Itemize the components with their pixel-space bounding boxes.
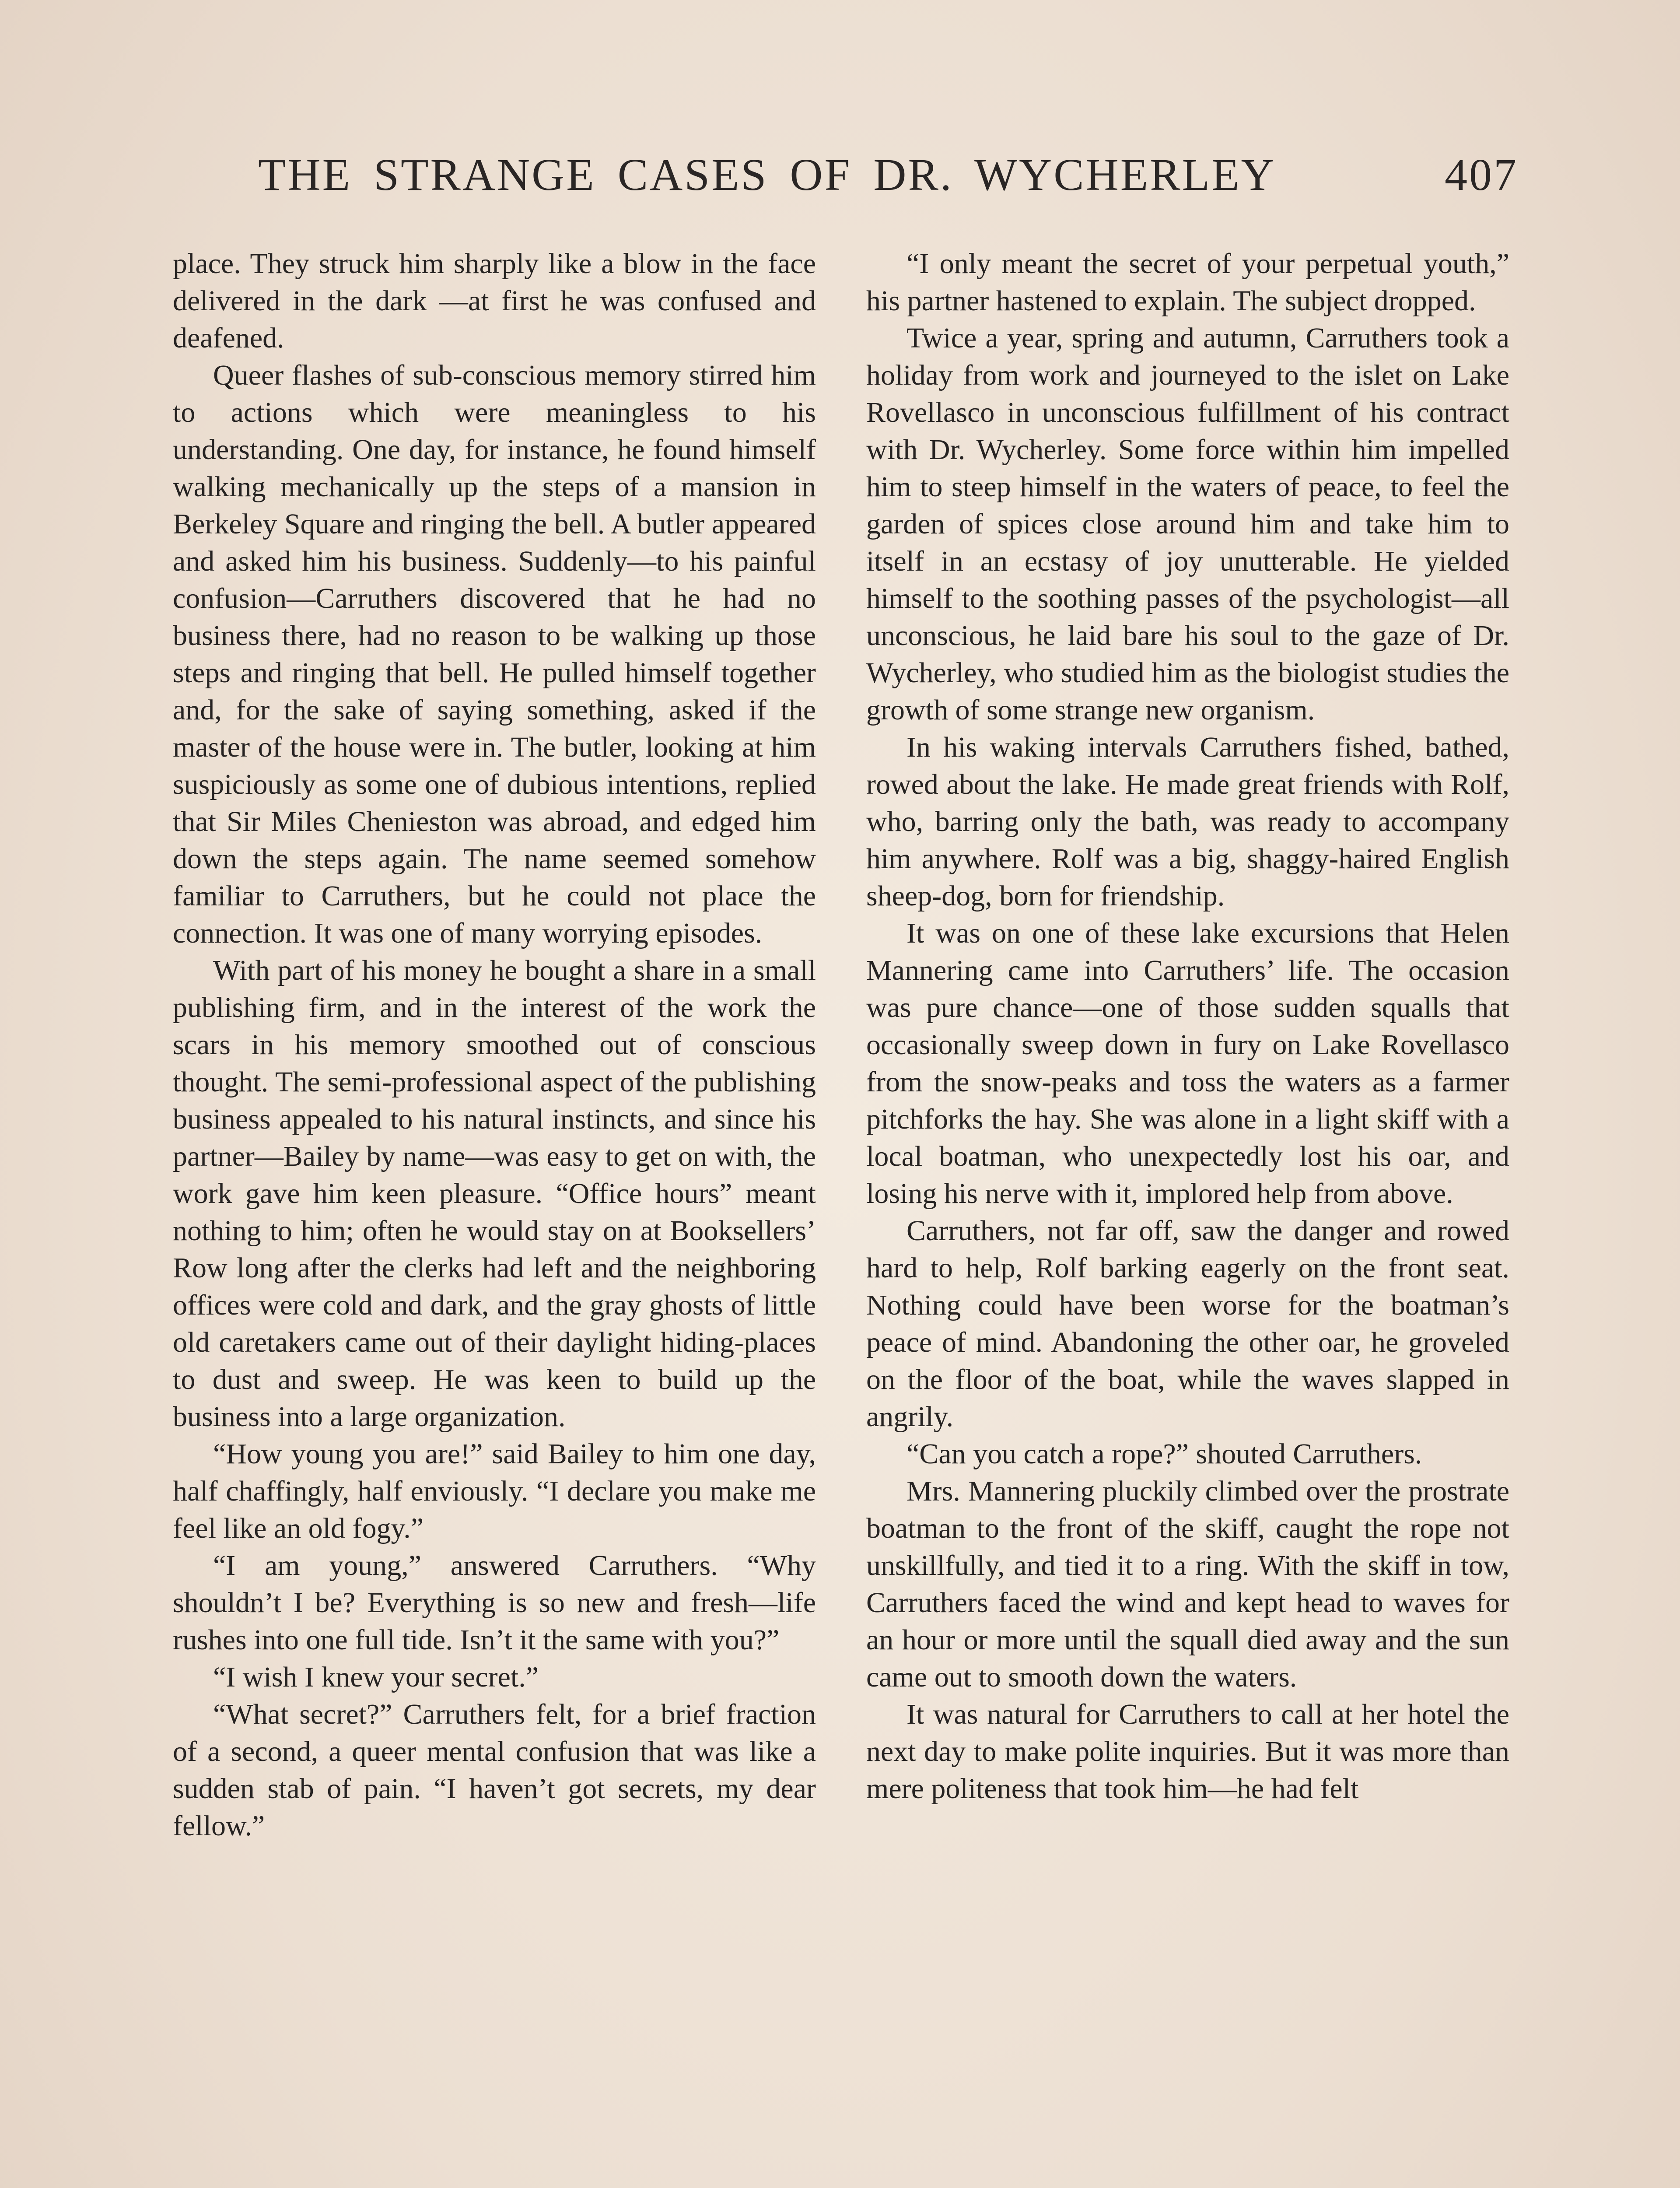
paragraph: In his waking intervals Carruthers fished, bathed, rowed about the lake. He made great friends with Rolf, who, barring only the bath, was ready to accompany him anywhere. Rolf was a big, shaggy-haired English sheep-dog, born for friendship. [866,731,1509,912]
paragraph: It was natural for Carruthers to call at her hotel the next day to make polite inquiries. But it was more than mere politeness that took him—he had felt [866,1698,1509,1805]
paragraph: “I only meant the secret of your perpetual youth,” his partner hastened to explain. The subject dropped. [866,248,1509,317]
paragraph: “What secret?” Carruthers felt, for a brief fraction of a second, a queer mental confusion that was like a sudden stab of pain. “I haven’t got secrets, my dear fellow.” [173,1698,816,1842]
paragraph: “Can you catch a rope?” shouted Carruthers. [906,1438,1422,1470]
running-title: THE STRANGE CASES OF DR. WYCHERLEY [258,150,1276,200]
running-header [258,149,1518,210]
paragraph: With part of his money he bought a share in a small publishing firm, and in the interest of the work the scars in his memory smoothed out of conscious thought. The semi-professional aspect of the publishing business appealed to his natural instincts, and since his partner—Bailey by name—was easy to get on with, the work gave him keen pleasure. “Office hours” meant nothing to him; often he would stay on at Booksellers’ Row long after the clerks had left and the neighboring offices were cold and dark, and the gray ghosts of little old caretakers came out of their daylight hiding-places to dust and sweep. He was keen to build up the business into a large organization. [173,954,816,1433]
paragraph: “I wish I knew your secret.” [213,1661,539,1693]
paragraph: Mrs. Mannering pluckily climbed over the prostrate boatman to the front of the skiff, caught the rope not unskillfully, and tied it to a ring. With the skiff in tow, Carruthers faced the wind and kept head to waves for an hour or more until the squall died away and the sun came out to smooth down the waters. [866,1475,1509,1693]
paragraph: Twice a year, spring and autumn, Carruthers took a holiday from work and journeyed to the islet on Lake Rovellasco in unconscious fulfillment of his contract with Dr. Wycherley. Some force within him impelled him to steep himself in the waters of peace, to feel the garden of spices close around him and take him to itself in an ecstasy of joy unutterable. He yielded himself to the soothing passes of the psychologist—all unconscious, he laid bare his soul to the gaze of Dr. Wycherley, who studied him as the biologist studies the growth of some strange new organism. [866,322,1509,726]
paragraph: It was on one of these lake excursions that Helen Mannering came into Carruthers’ life. The occasion was pure chance—one of those sudden squalls that occasionally sweep down in fury on Lake Rovellasco from the snow-peaks and toss the waters as a farmer pitchforks the hay. She was alone in a light skiff with a local boatman, who unexpectedly lost his oar, and losing his nerve with it, implored help from above. [866,917,1509,1210]
page-number: 407 [1445,150,1518,200]
paragraph: “I am young,” answered Carruthers. “Why shouldn’t I be? Everything is so new and fresh—life rushes into one full tide. Isn’t it the same with you?” [173,1550,816,1656]
paragraph: place. They struck him sharply like a blow in the face delivered in the dark —at first he was confused and deafened. [173,248,816,354]
paragraph: Carruthers, not far off, saw the danger and rowed hard to help, Rolf barking eagerly on the front seat. Nothing could have been worse for the boatman’s peace of mind. Abandoning the other oar, he groveled on the floor of the boat, while the waves slapped in angrily. [866,1215,1509,1433]
paragraph: “How young you are!” said Bailey to him one day, half chaffingly, half enviously. “I declare you make me feel like an old fogy.” [173,1438,816,1544]
right-column [866,245,1509,2188]
left-column [173,245,816,2188]
paragraph: Queer flashes of sub-conscious memory stirred him to actions which were meaningless to his understanding. One day, for instance, he found himself walking mechanically up the steps of a mansion in Berkeley Square and ringing the bell. A butler appeared and asked him his business. Suddenly—to his painful confusion—Carruthers discovered that he had no business there, had no reason to be walking up those steps and ringing that bell. He pulled himself together and, for the sake of saying something, asked if the master of the house were in. The butler, looking at him suspiciously as some one of dubious intentions, replied that Sir Miles Chenieston was abroad, and edged him down the steps again. The name seemed somehow familiar to Carruthers, but he could not place the connection. It was one of many worrying episodes. [173,359,816,949]
